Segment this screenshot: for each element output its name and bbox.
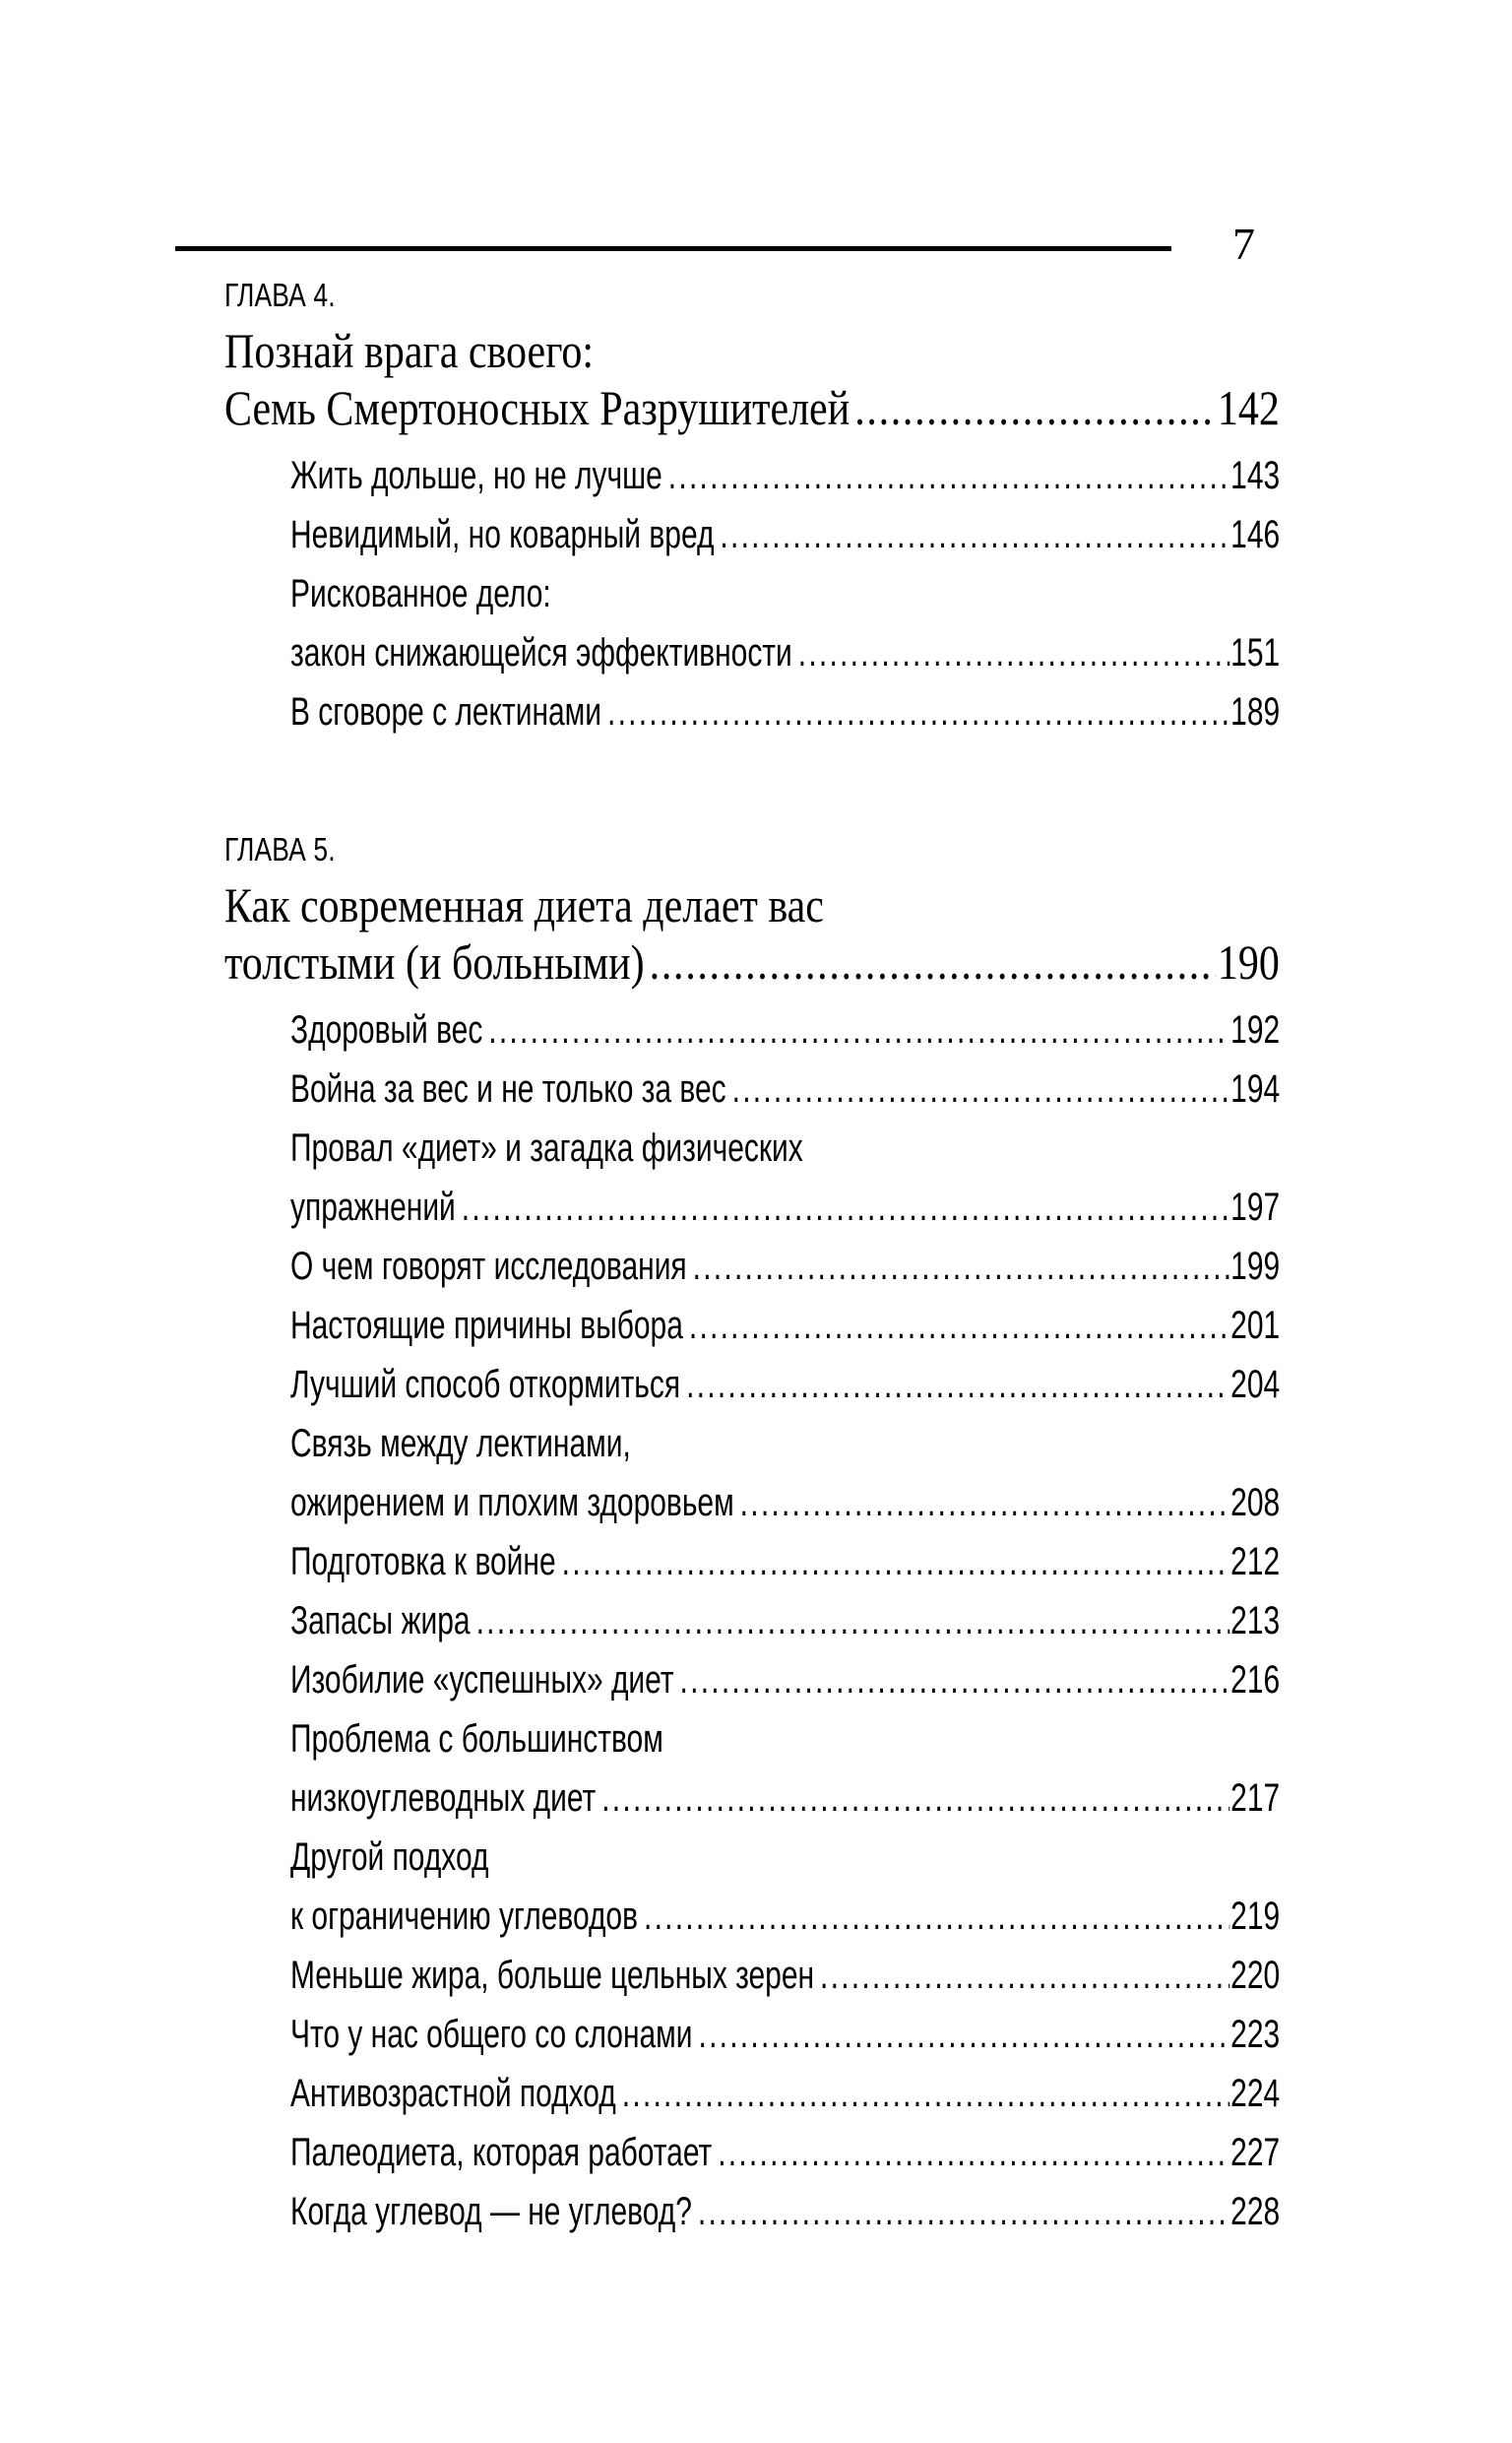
toc-entry-text: Жить дольше, но не лучше	[290, 454, 662, 497]
toc-entry-text: Война за вес и не только за вес	[290, 1067, 726, 1111]
toc-entry[interactable]	[290, 682, 1280, 741]
header-rule	[175, 246, 1171, 251]
toc-entry-text: Проблема с большинством	[290, 1717, 663, 1761]
toc-entry-text: Антивозрастной подход	[290, 2072, 616, 2115]
chapter-title-line[interactable]	[224, 933, 1280, 991]
dot-leader	[698, 2182, 1230, 2241]
toc-entry-page-number: 216	[1230, 1658, 1281, 1702]
dot-leader	[732, 1060, 1230, 1119]
chapter-kicker: ГЛАВА 4.	[224, 277, 336, 313]
toc-entry-text: Палеодиета, которая работает	[290, 2131, 713, 2174]
toc-entry[interactable]	[290, 1532, 1280, 1591]
toc-entry[interactable]	[290, 1887, 1280, 1946]
toc-entry-text: Рискованное дело:	[290, 572, 551, 615]
toc-entry[interactable]	[290, 1178, 1280, 1237]
toc-entry[interactable]	[290, 1650, 1280, 1709]
dot-leader	[488, 1000, 1229, 1060]
toc-entry-text: Запасы жира	[290, 1599, 471, 1642]
chapter-page-number: 190	[1217, 934, 1280, 990]
toc-entry-page-number: 194	[1230, 1067, 1281, 1111]
toc-entry-text: Другой подход	[290, 1835, 489, 1879]
toc-entry-page-number: 227	[1230, 2131, 1281, 2174]
dot-leader	[693, 1237, 1230, 1296]
dot-leader	[689, 1296, 1230, 1355]
toc-entry-text: Изобилие «успешных» диет	[290, 1658, 674, 1702]
toc-entry-text: Меньше жира, больше цельных зерен	[290, 1954, 815, 1997]
toc-entry[interactable]	[290, 1828, 1280, 1887]
toc-entry-page-number: 192	[1230, 1008, 1281, 1052]
dot-leader	[854, 383, 1216, 432]
toc-entry[interactable]	[290, 623, 1280, 682]
chapter-block	[224, 826, 1280, 2241]
dot-leader	[650, 937, 1217, 987]
toc-entry-page-number: 213	[1230, 1599, 1281, 1642]
toc-entry[interactable]	[290, 2123, 1280, 2182]
toc-entry-text: Лучший способ откормиться	[290, 1363, 681, 1406]
dot-leader	[680, 1650, 1230, 1709]
toc-entry-page-number: 146	[1230, 513, 1281, 556]
dot-leader	[562, 1532, 1230, 1591]
toc-entry-page-number: 219	[1230, 1895, 1281, 1938]
toc-entry-page-number: 143	[1230, 454, 1281, 497]
toc-entry[interactable]	[290, 1060, 1280, 1119]
toc-entry-page-number: 189	[1230, 690, 1281, 734]
toc-entry-text: Связь между лектинами,	[290, 1422, 631, 1465]
chapter-spacer	[224, 741, 1280, 826]
toc-entry[interactable]	[290, 2182, 1280, 2241]
chapter-entry-list	[290, 446, 1280, 741]
toc-entry-text: ожирением и плохим здоровьем	[290, 1481, 734, 1524]
toc-entry[interactable]	[290, 1296, 1280, 1355]
toc-entry-text: к ограничению углеводов	[290, 1895, 639, 1938]
toc-entry-page-number: 197	[1230, 1186, 1281, 1229]
toc-entry[interactable]	[290, 1119, 1280, 1178]
table-of-contents	[224, 272, 1280, 2241]
toc-entry-page-number: 199	[1230, 1245, 1281, 1288]
toc-entry-text: Что у нас общего со слонами	[290, 2013, 693, 2056]
dot-leader	[740, 1473, 1230, 1532]
dot-leader	[798, 623, 1230, 682]
toc-entry[interactable]	[290, 2064, 1280, 2123]
toc-entry[interactable]	[290, 1946, 1280, 2005]
toc-entry-text: Настоящие причины выбора	[290, 1304, 683, 1347]
toc-entry-page-number: 220	[1230, 1954, 1281, 1997]
toc-entry-text: Подготовка к войне	[290, 1540, 556, 1583]
chapter-page-number: 142	[1217, 380, 1280, 435]
chapter-title-line[interactable]	[224, 876, 1280, 933]
toc-entry-page-number: 224	[1230, 2072, 1281, 2115]
toc-entry[interactable]	[290, 1355, 1280, 1414]
toc-entry-page-number: 217	[1230, 1776, 1281, 1820]
page-number: 7	[1232, 219, 1256, 269]
dot-leader	[820, 1946, 1229, 2005]
chapter-title-text: Как современная диета делает вас	[224, 877, 824, 932]
toc-entry-text: низкоуглеводных диет	[290, 1776, 597, 1820]
toc-entry-text: Провал «диет» и загадка физических	[290, 1126, 803, 1170]
toc-entry-page-number: 204	[1230, 1363, 1281, 1406]
dot-leader	[644, 1887, 1229, 1946]
dot-leader	[686, 1355, 1229, 1414]
toc-entry[interactable]	[290, 1414, 1280, 1473]
toc-entry-page-number: 212	[1230, 1540, 1281, 1583]
dot-leader	[720, 505, 1229, 564]
chapter-title-text: Познай врага своего:	[224, 323, 595, 378]
toc-entry[interactable]	[290, 1768, 1280, 1828]
toc-entry-text: О чем говорят исследования	[290, 1245, 687, 1288]
running-head	[175, 219, 1337, 278]
toc-entry-text: Здоровый вес	[290, 1008, 483, 1052]
toc-entry-text: Когда углевод — не углевод?	[290, 2190, 692, 2233]
toc-entry[interactable]	[290, 1591, 1280, 1650]
toc-entry-text: В сговоре с лектинами	[290, 690, 602, 734]
dot-leader	[462, 1178, 1230, 1237]
dot-leader	[601, 1768, 1229, 1828]
chapter-title-line[interactable]	[224, 379, 1280, 436]
toc-entry[interactable]	[290, 1237, 1280, 1296]
toc-entry[interactable]	[290, 446, 1280, 505]
dot-leader	[476, 1591, 1230, 1650]
toc-entry[interactable]	[290, 564, 1280, 623]
toc-entry[interactable]	[290, 1000, 1280, 1060]
chapter-block	[224, 272, 1280, 741]
toc-entry-page-number: 223	[1230, 2013, 1281, 2056]
dot-leader	[622, 2064, 1230, 2123]
dot-leader	[699, 2005, 1230, 2064]
chapter-title-text: Семь Смертоносных Разрушителей	[224, 380, 850, 435]
toc-entry-text: упражнений	[290, 1186, 456, 1229]
chapter-kicker: ГЛАВА 5.	[224, 831, 336, 868]
toc-entry-page-number: 151	[1230, 631, 1281, 675]
chapter-title-line[interactable]	[224, 322, 1280, 379]
toc-entry[interactable]	[290, 1709, 1280, 1768]
chapter-entry-list	[290, 1000, 1280, 2241]
toc-entry-page-number: 201	[1230, 1304, 1281, 1347]
toc-entry-text: закон снижающейся эффективности	[290, 631, 792, 675]
chapter-title-text: толстыми (и больными)	[224, 934, 645, 990]
toc-entry-page-number: 228	[1230, 2190, 1281, 2233]
dot-leader	[718, 2123, 1229, 2182]
toc-entry[interactable]	[290, 2005, 1280, 2064]
toc-entry-page-number: 208	[1230, 1481, 1281, 1524]
toc-entry[interactable]	[290, 505, 1280, 564]
dot-leader	[607, 682, 1229, 741]
toc-entry-text: Невидимый, но коварный вред	[290, 513, 715, 556]
toc-entry[interactable]	[290, 1473, 1280, 1532]
dot-leader	[668, 446, 1230, 505]
